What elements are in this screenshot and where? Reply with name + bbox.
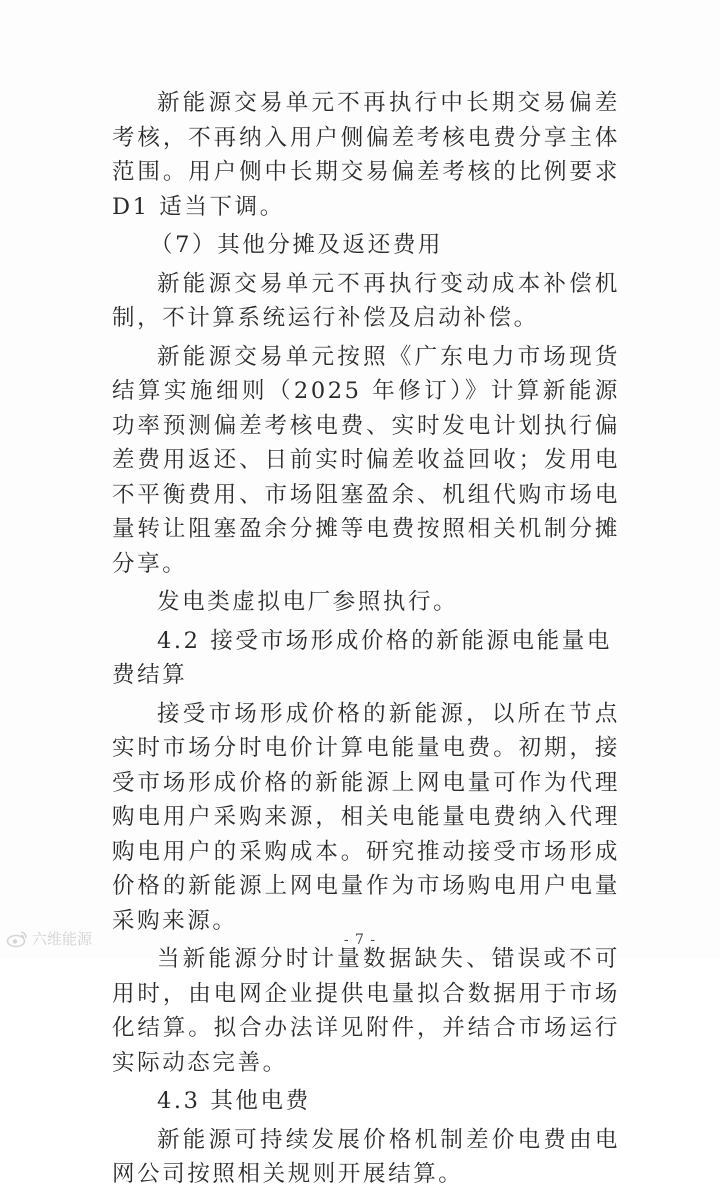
- watermark-text: 六维能源: [32, 930, 93, 948]
- heading-other-allocation: （7）其他分摊及返还费用: [150, 232, 444, 258]
- paragraph-settlement-rules: 新能源交易单元按照《广东电力市场现货结算实施细则（2025 年修订）》计算新能源功率预测偏差考核电费、实时发电计划执行偏差费用返还、日前实时偏差收益回收；发用电不平衡费用、市场阻塞盈余、机组代购市场电量转让阻塞盈余分摊等电费按照相关机制分摊分享。: [112, 343, 620, 577]
- paragraph-metering-data: 当新能源分时计量数据缺失、错误或不可用时，由电网企业提供电量拟合数据用于市场化结算。拟合办法详见附件，并结合市场运行实际动态完善。: [112, 946, 620, 1076]
- paragraph-deviation-assessment: 新能源交易单元不再执行中长期交易偏差考核，不再纳入用户侧偏差考核电费分享主体范围。用户侧中长期交易偏差考核的比例要求 D1 适当下调。: [112, 90, 620, 220]
- weibo-icon: [6, 930, 28, 948]
- heading-section-4-2: 4.2 接受市场形成价格的新能源电能量电费结算: [112, 627, 612, 688]
- watermark: [6, 928, 92, 949]
- document-body: [112, 86, 620, 1192]
- paragraph-market-price: 接受市场形成价格的新能源，以所在节点实时市场分时电价计算电能量电费。初期，接受市场形成价格的新能源上网电量可作为代理购电用户采购来源，相关电能量电费纳入代理购电用户的采购成本。研究推动接受市场形成价格的新能源上网电量作为市场购电用户电量采购来源。: [112, 700, 620, 934]
- page-number: - 7 -: [343, 932, 377, 948]
- paragraph-virtual-plant: 发电类虚拟电厂参照执行。: [157, 589, 459, 615]
- heading-section-4-3: 4.3 其他电费: [157, 1088, 311, 1114]
- paragraph-price-difference: 新能源可持续发展价格机制差价电费由电网公司按照相关规则开展结算。: [112, 1126, 620, 1187]
- paragraph-cost-compensation: 新能源交易单元不再执行变动成本补偿机制，不计算系统运行补偿及启动补偿。: [112, 270, 620, 331]
